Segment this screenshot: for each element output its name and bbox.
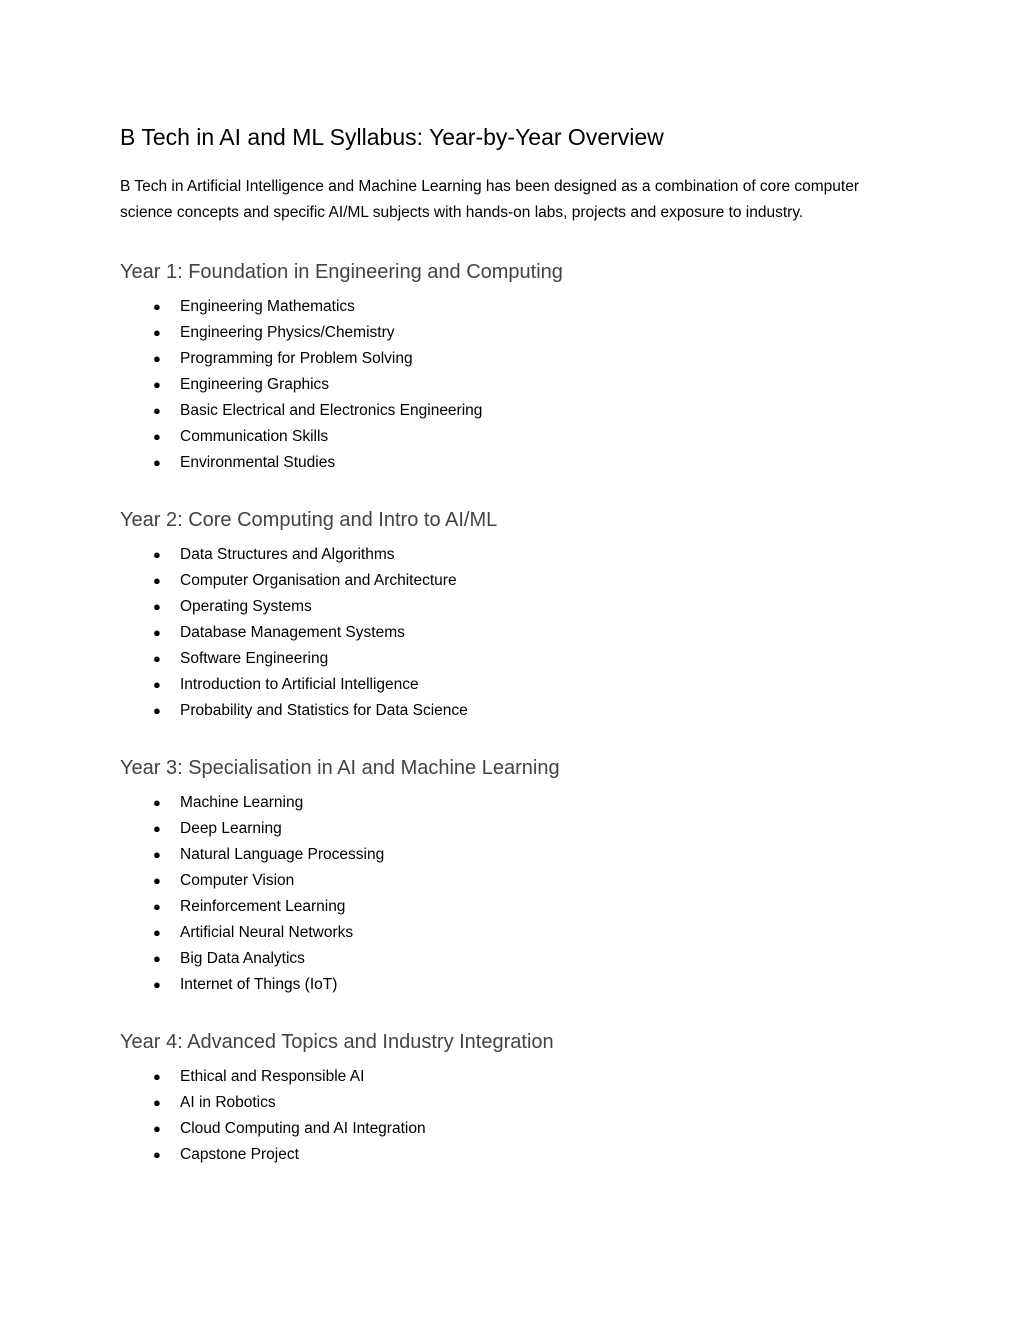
- subject-label: Reinforcement Learning: [180, 898, 346, 915]
- subject-label: Database Management Systems: [180, 624, 405, 641]
- bullet-icon: ●: [153, 821, 161, 836]
- bullet-icon: ●: [153, 703, 161, 718]
- subject-label: Environmental Studies: [180, 454, 336, 471]
- bullet-icon: ●: [153, 1069, 161, 1084]
- bullet-icon: ●: [153, 873, 161, 888]
- document-page: [120, 118, 900, 1196]
- bullet-icon: ●: [153, 403, 161, 418]
- list-item: [120, 816, 900, 842]
- bullet-icon: ●: [153, 951, 161, 966]
- subject-label: Programming for Problem Solving: [180, 350, 413, 367]
- list-item: [120, 698, 900, 724]
- bullet-icon: ●: [153, 977, 161, 992]
- list-item: [120, 868, 900, 894]
- bullet-icon: ●: [153, 625, 161, 640]
- bullet-icon: ●: [153, 677, 161, 692]
- list-item: [120, 920, 900, 946]
- subject-label: Artificial Neural Networks: [180, 924, 354, 941]
- subject-label: Software Engineering: [180, 650, 329, 667]
- subject-label: Natural Language Processing: [180, 846, 385, 863]
- list-item: [120, 542, 900, 568]
- subject-label: AI in Robotics: [180, 1094, 276, 1111]
- subject-label: Cloud Computing and AI Integration: [180, 1120, 426, 1137]
- list-item: [120, 1142, 900, 1168]
- subject-label: Probability and Statistics for Data Science: [180, 702, 468, 719]
- bullet-icon: ●: [153, 377, 161, 392]
- list-item: [120, 1116, 900, 1142]
- section-title: Year 1: Foundation in Engineering and Computing: [120, 261, 563, 283]
- subject-list: [120, 790, 900, 998]
- subject-label: Engineering Graphics: [180, 376, 330, 393]
- list-item: [120, 568, 900, 594]
- bullet-icon: ●: [153, 925, 161, 940]
- section-title: Year 4: Advanced Topics and Industry Integration: [120, 1031, 554, 1053]
- list-item: [120, 972, 900, 998]
- bullet-icon: ●: [153, 1147, 161, 1162]
- subject-label: Basic Electrical and Electronics Engineering: [180, 402, 483, 419]
- list-item: [120, 790, 900, 816]
- list-item: [120, 894, 900, 920]
- subject-label: Introduction to Artificial Intelligence: [180, 676, 419, 693]
- bullet-icon: ●: [153, 847, 161, 862]
- bullet-icon: ●: [153, 651, 161, 666]
- bullet-icon: ●: [153, 299, 161, 314]
- list-item: [120, 842, 900, 868]
- subject-label: Engineering Physics/Chemistry: [180, 324, 395, 341]
- list-item: [120, 1064, 900, 1090]
- list-item: [120, 1090, 900, 1116]
- list-item: [120, 398, 900, 424]
- subject-label: Ethical and Responsible AI: [180, 1068, 365, 1085]
- subject-label: Machine Learning: [180, 794, 304, 811]
- bullet-icon: ●: [153, 547, 161, 562]
- list-item: [120, 620, 900, 646]
- subject-label: Computer Vision: [180, 872, 295, 889]
- bullet-icon: ●: [153, 351, 161, 366]
- subject-list: [120, 1064, 900, 1168]
- intro-paragraph: B Tech in Artificial Intelligence and Machine Learning has been designed as a combination of core computer science concepts and specific AI/ML subjects with hands-on labs, projects and exposure to industry.: [120, 178, 860, 221]
- subject-label: Computer Organisation and Architecture: [180, 572, 457, 589]
- section-year-2: [120, 504, 900, 724]
- subject-list: [120, 542, 900, 724]
- bullet-icon: ●: [153, 455, 161, 470]
- bullet-icon: ●: [153, 1121, 161, 1136]
- subject-label: Internet of Things (IoT): [180, 976, 338, 993]
- subject-list: [120, 294, 900, 476]
- document-title: B Tech in AI and ML Syllabus: Year-by-Year Overview: [120, 124, 664, 150]
- bullet-icon: ●: [153, 599, 161, 614]
- subject-label: Big Data Analytics: [180, 950, 305, 967]
- bullet-icon: ●: [153, 429, 161, 444]
- subject-label: Communication Skills: [180, 428, 329, 445]
- list-item: [120, 946, 900, 972]
- section-year-4: [120, 1026, 900, 1168]
- section-title: Year 2: Core Computing and Intro to AI/ML: [120, 509, 498, 531]
- list-item: [120, 346, 900, 372]
- list-item: [120, 320, 900, 346]
- subject-label: Operating Systems: [180, 598, 312, 615]
- list-item: [120, 372, 900, 398]
- bullet-icon: ●: [153, 325, 161, 340]
- subject-label: Data Structures and Algorithms: [180, 546, 395, 563]
- bullet-icon: ●: [153, 573, 161, 588]
- bullet-icon: ●: [153, 795, 161, 810]
- bullet-icon: ●: [153, 1095, 161, 1110]
- list-item: [120, 450, 900, 476]
- list-item: [120, 672, 900, 698]
- subject-label: Capstone Project: [180, 1146, 299, 1163]
- list-item: [120, 294, 900, 320]
- list-item: [120, 646, 900, 672]
- subject-label: Engineering Mathematics: [180, 298, 355, 315]
- bullet-icon: ●: [153, 899, 161, 914]
- subject-label: Deep Learning: [180, 820, 282, 837]
- list-item: [120, 424, 900, 450]
- section-year-1: [120, 256, 900, 476]
- section-title: Year 3: Specialisation in AI and Machine Learning: [120, 757, 560, 779]
- list-item: [120, 594, 900, 620]
- section-year-3: [120, 752, 900, 998]
